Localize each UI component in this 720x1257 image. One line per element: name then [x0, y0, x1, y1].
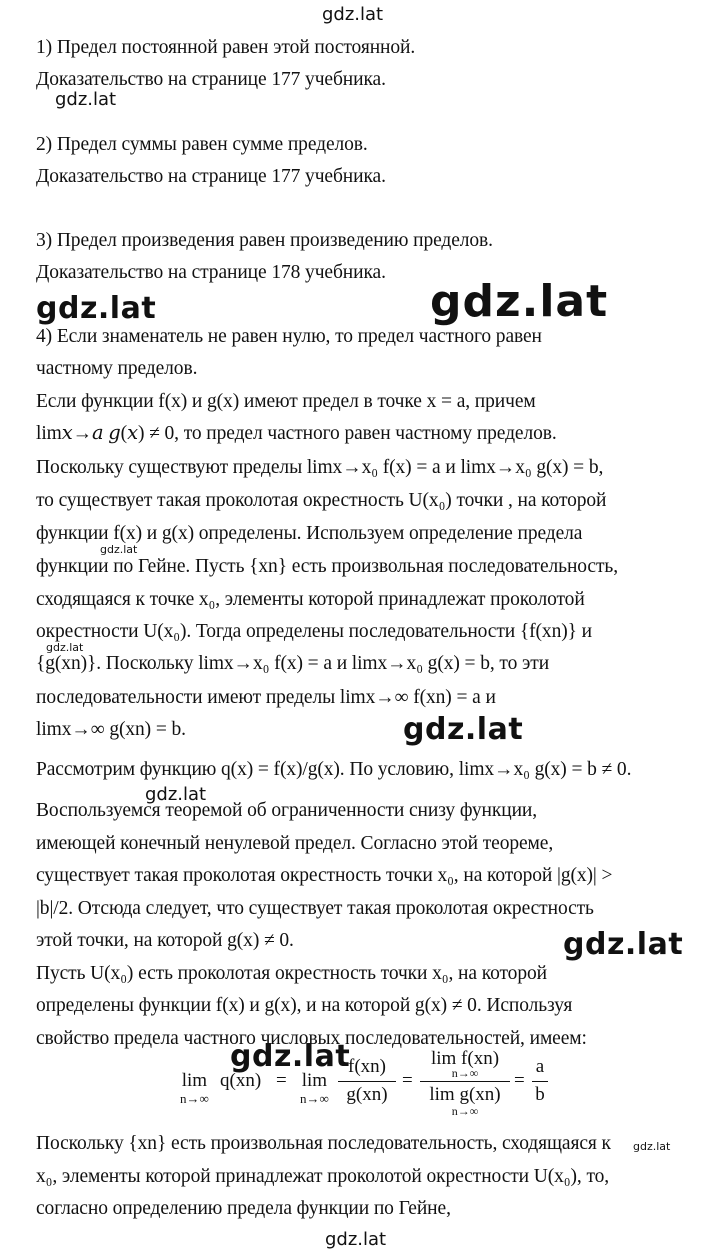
- text-line: 1) Предел постоянной равен этой постоянной.: [36, 37, 416, 58]
- text-line: {g(xn)}. Поскольку limx→x₀ f(x) = a и limx→x₀ g(x) = b, то эти: [36, 653, 550, 674]
- text-line: этой точки, на которой g(x) ≠ 0.: [36, 930, 294, 951]
- watermark: gdz.lat: [430, 276, 609, 327]
- lim-operator: lim: [301, 1070, 328, 1091]
- fraction-denominator: lim g(xn): [429, 1084, 501, 1105]
- text-line: lim𝑥→𝑎 𝑔(𝑥) ≠ 0, то предел частного равен частному пределов.: [36, 423, 557, 444]
- watermark: gdz.lat: [633, 1140, 671, 1153]
- text-line: свойство предела частного числовых последовательностей, имеем:: [36, 1028, 587, 1049]
- text-line: Поскольку {xn} есть произвольная последовательность, сходящаяся к: [36, 1133, 611, 1154]
- text-line: Доказательство на странице 177 учебника.: [36, 166, 386, 187]
- text-line: Доказательство на странице 178 учебника.: [36, 262, 386, 283]
- lim-subscript: n→∞: [451, 1104, 479, 1118]
- text-line: x₀, элементы которой принадлежат проколотой окрестности U(x₀), то,: [36, 1166, 610, 1187]
- text-line: Воспользуемся теоремой об ограниченности снизу функции,: [36, 800, 538, 821]
- watermark: gdz.lat: [55, 89, 117, 110]
- text-line: Если функции f(x) и g(x) имеют предел в точке x = a, причем: [36, 391, 536, 412]
- text-line: 2) Предел суммы равен сумме пределов.: [36, 134, 368, 155]
- text-line: 4) Если знаменатель не равен нулю, то предел частного равен: [36, 326, 542, 347]
- lim-subscript: n→∞: [180, 1091, 209, 1106]
- lim-subscript: n→∞: [451, 1066, 479, 1080]
- watermark: gdz.lat: [230, 1039, 351, 1074]
- text-line: имеющей конечный ненулевой предел. Согласно этой теореме,: [36, 833, 554, 854]
- equals-sign: =: [514, 1070, 525, 1091]
- lim-subscript: n→∞: [300, 1091, 329, 1106]
- watermark: gdz.lat: [403, 712, 524, 747]
- text-line: определены функции f(x) и g(x), и на которой g(x) ≠ 0. Используя: [36, 995, 573, 1016]
- watermark: gdz.lat: [322, 4, 384, 25]
- fraction-denominator: g(xn): [346, 1084, 388, 1105]
- limit-formula: [180, 1048, 560, 1118]
- fraction-numerator: lim f(xn): [430, 1048, 500, 1069]
- equals-sign: =: [276, 1070, 287, 1091]
- watermark: gdz.lat: [100, 543, 138, 556]
- text-line: Пусть U(x₀) есть проколотая окрестность точки x₀, на которой: [36, 963, 547, 984]
- text-line: сходящаяся к точке x₀, элементы которой принадлежат проколотой: [36, 589, 585, 610]
- watermark: gdz.lat: [46, 641, 84, 654]
- text-line: частному пределов.: [36, 358, 198, 379]
- fraction-denominator: b: [535, 1084, 545, 1105]
- watermark: gdz.lat: [563, 927, 684, 962]
- text-line: функции по Гейне. Пусть {xn} есть произвольная последовательность,: [36, 556, 618, 577]
- text-line: Рассмотрим функцию q(x) = f(x)/g(x). По условию, limx→x₀ g(x) = b ≠ 0.: [36, 759, 632, 780]
- text-line: последовательности имеют пределы limx→∞ f(xn) = a и: [36, 687, 496, 708]
- text-line: согласно определению предела функции по Гейне,: [36, 1198, 451, 1219]
- text-line: Поскольку существуют пределы limx→x₀ f(x) = a и limx→x₀ g(x) = b,: [36, 457, 604, 478]
- lim-operator: lim: [181, 1070, 208, 1091]
- text-line: |b|/2. Отсюда следует, что существует такая проколотая окрестность: [36, 898, 594, 919]
- text-line: 3) Предел произведения равен произведению пределов.: [36, 230, 493, 251]
- watermark: gdz.lat: [36, 291, 157, 326]
- fraction-numerator: a: [535, 1056, 545, 1077]
- text-line: функции f(x) и g(x) определены. Используем определение предела: [36, 523, 583, 544]
- watermark: gdz.lat: [145, 784, 207, 805]
- text-line: окрестности U(x₀). Тогда определены последовательности {f(xn)} и: [36, 621, 592, 642]
- text-line: то существует такая проколотая окрестность U(x₀) точки , на которой: [36, 490, 607, 511]
- fraction-numerator: f(xn): [348, 1056, 386, 1077]
- text-line: Доказательство на странице 177 учебника.: [36, 69, 386, 90]
- text-line: limx→∞ g(xn) = b.: [36, 719, 186, 740]
- text-line: существует такая проколотая окрестность точки x₀, на которой |g(x)| >: [36, 865, 613, 886]
- equals-sign: =: [402, 1070, 413, 1091]
- q-term: q(xn): [220, 1070, 262, 1091]
- watermark: gdz.lat: [325, 1229, 387, 1250]
